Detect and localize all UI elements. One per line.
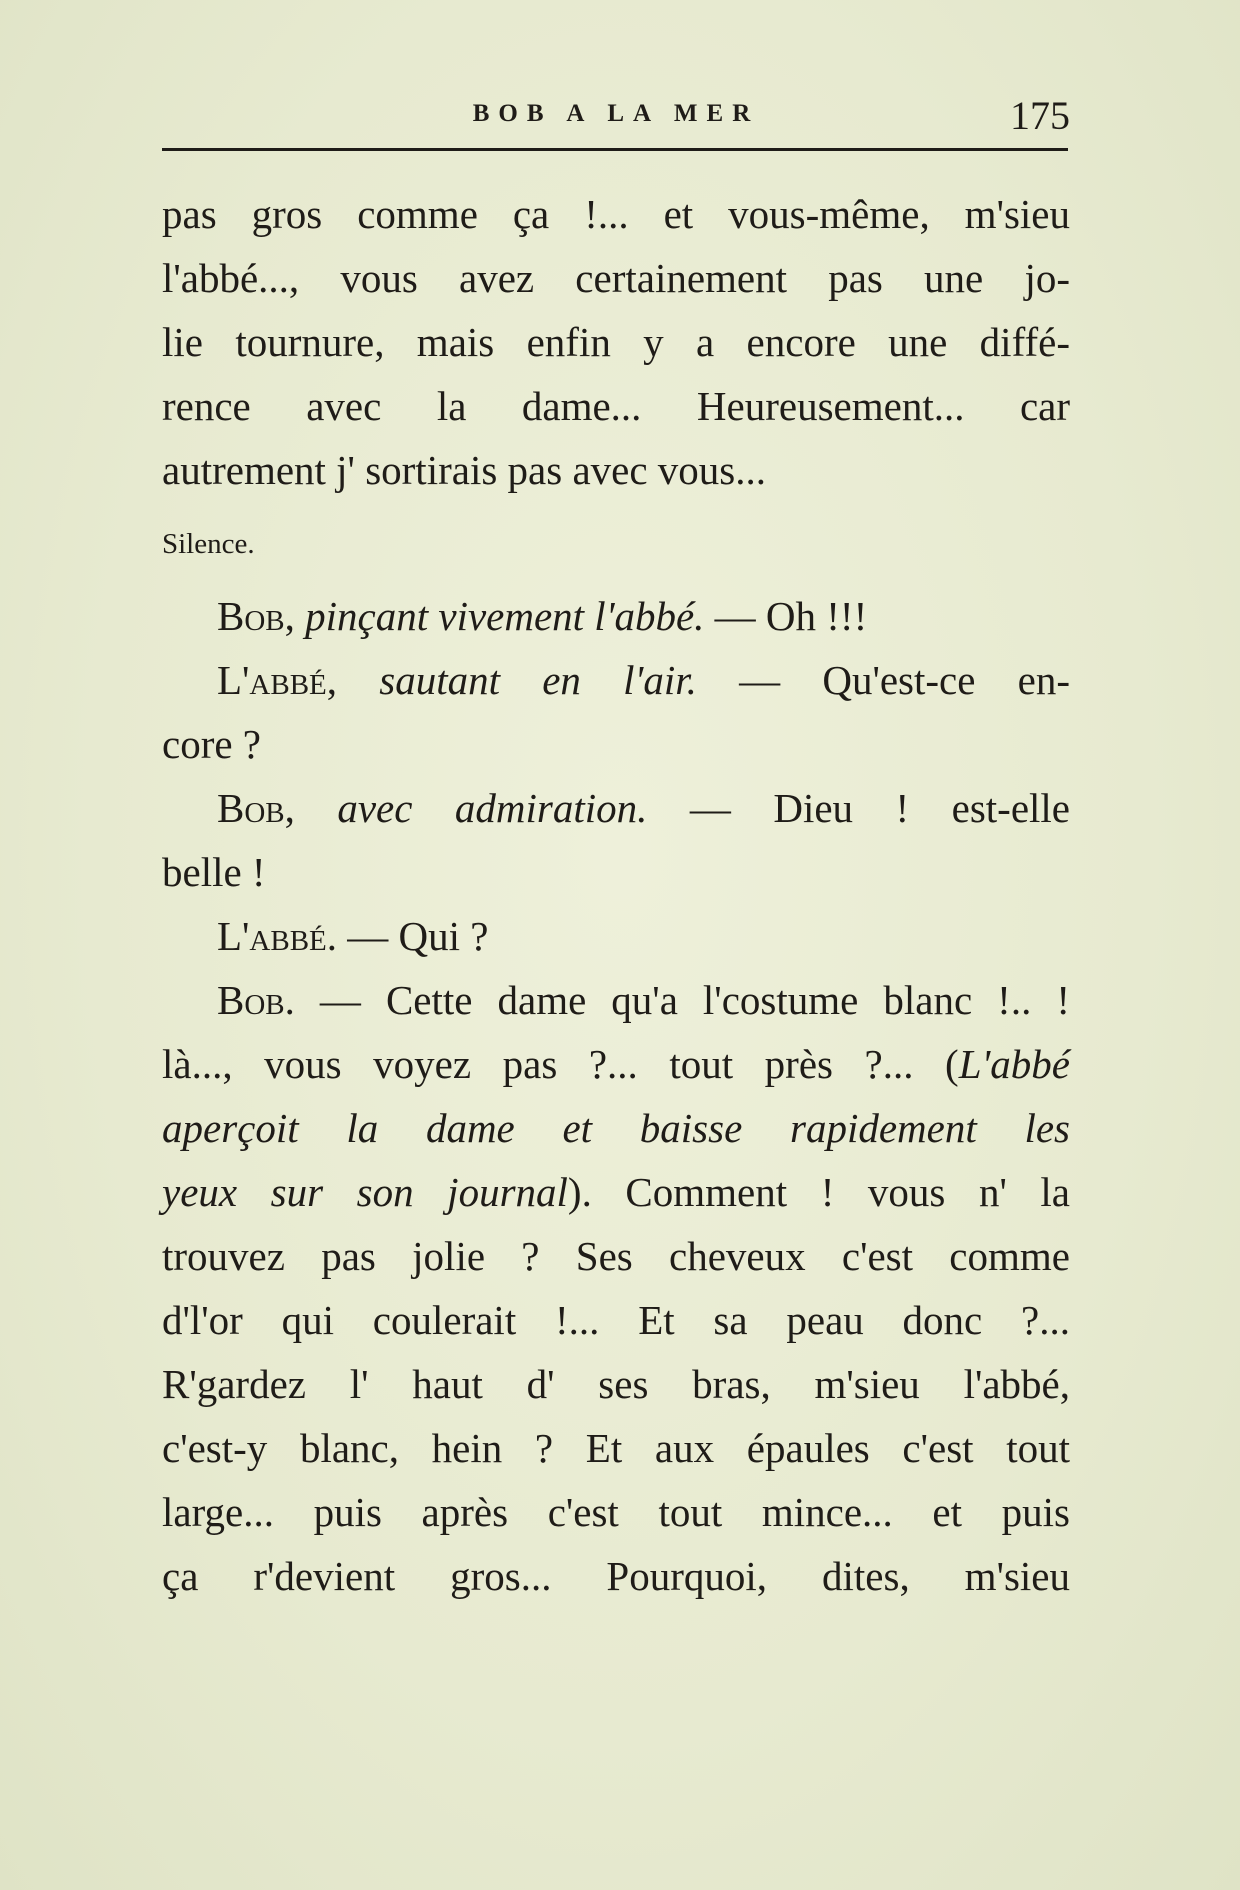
- dialogue-line: [162, 648, 1070, 712]
- speaker-name: Bob,: [217, 785, 295, 831]
- dialogue-line: [162, 1032, 1070, 1096]
- dialogue-line: belle !: [162, 849, 266, 895]
- dialogue-bob-admiration: [162, 776, 1070, 904]
- speaker-name: Bob.: [217, 977, 295, 1023]
- stage-direction-silence: Silence.: [162, 528, 255, 560]
- stage-direction: L'abbé: [958, 1041, 1070, 1087]
- speech: là..., vous voyez pas ?... tout près ?... (: [162, 1041, 959, 1087]
- stage-direction: pinçant vivement l'abbé.: [305, 593, 705, 639]
- stage-direction: sautant en l'air.: [379, 657, 697, 703]
- stage-direction: yeux sur son journal: [162, 1169, 568, 1215]
- dialogue-line: R'gardez l' haut d' ses bras, m'sieu l'abbé,: [162, 1361, 1070, 1407]
- text-line: rence avec la dame... Heureusement... car: [162, 383, 1070, 429]
- dialogue-bob-pinch: [162, 584, 1070, 648]
- body-text: [162, 182, 1070, 1608]
- speech: — Qui ?: [347, 913, 489, 959]
- page-number: 175: [1010, 93, 1070, 138]
- dialogue-line: [162, 968, 1070, 1032]
- speaker-name: Bob,: [217, 593, 295, 639]
- text-line: pas gros comme ça !... et vous-même, m'sieu: [162, 191, 1070, 237]
- dialogue-bob-description: [162, 968, 1070, 1608]
- dialogue-line: [162, 776, 1070, 840]
- dialogue-line: [162, 584, 1070, 648]
- header-rule: [162, 148, 1068, 151]
- text-line: lie tournure, mais enfin y a encore une diffé-: [162, 319, 1070, 365]
- speech: — Dieu ! est-elle: [689, 785, 1070, 831]
- dialogue-line: trouvez pas jolie ? Ses cheveux c'est comme: [162, 1233, 1070, 1279]
- dialogue-abbe-who: [162, 904, 1070, 968]
- running-head: [162, 92, 1070, 142]
- text-line: autrement j' sortirais pas avec vous...: [162, 447, 766, 493]
- stage-direction: avec admiration.: [337, 785, 648, 831]
- paragraph-continuation: [162, 182, 1070, 502]
- speech: — Cette dame qu'a l'costume blanc !.. !: [319, 977, 1071, 1023]
- dialogue-line: c'est-y blanc, hein ? Et aux épaules c'est tout: [162, 1425, 1070, 1471]
- dialogue-line: [162, 904, 1070, 968]
- speech: — Qu'est-ce en-: [739, 657, 1071, 703]
- running-title: BOB A LA MER: [472, 100, 760, 127]
- speaker-name: L'abbé.: [217, 913, 338, 959]
- speaker-name: L'abbé,: [217, 657, 338, 703]
- dialogue-line: large... puis après c'est tout mince... et puis: [162, 1489, 1070, 1535]
- stage-direction-line: aperçoit la dame et baisse rapidement les: [162, 1105, 1070, 1151]
- speech: ). Comment ! vous n' la: [567, 1169, 1070, 1215]
- dialogue-line: [162, 1160, 1070, 1224]
- dialogue-line: core ?: [162, 721, 261, 767]
- dialogue-abbe-jump: [162, 648, 1070, 776]
- speech: — Oh !!!: [714, 593, 868, 639]
- dialogue-line: d'l'or qui coulerait !... Et sa peau donc ?...: [162, 1297, 1070, 1343]
- text-line: l'abbé..., vous avez certainement pas une jo-: [162, 255, 1070, 301]
- dialogue-line: ça r'devient gros... Pourquoi, dites, m'sieu: [162, 1553, 1070, 1599]
